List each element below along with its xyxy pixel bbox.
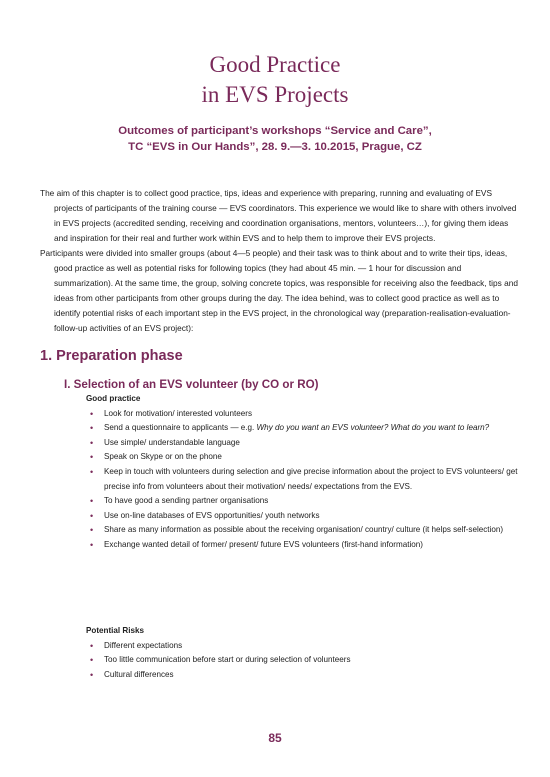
potential-risks-list xyxy=(86,639,518,683)
list-item-text: Share as many information as possible about the receiving organisation/ country/ culture (it helps self-selection) xyxy=(104,525,504,535)
list-item-text: Cultural differences xyxy=(104,669,174,679)
list-item xyxy=(86,538,518,553)
list-item-text: Different expectations xyxy=(104,640,183,650)
list-item-text: Too little communication before start or during selection of volunteers xyxy=(104,655,351,665)
bullet-dot-icon: • xyxy=(90,510,94,521)
list-item xyxy=(86,668,518,683)
subsection-heading: I. Selection of an EVS volunteer (by CO or RO) xyxy=(64,378,319,391)
list-item xyxy=(86,639,518,654)
list-item xyxy=(86,653,518,668)
bullet-dot-icon: • xyxy=(90,640,94,651)
intro-paragraph-2: Participants were divided into smaller groups (about 4—5 people) and their task was to think about and to write their tips, ideas, good practice as well as potential risks for following topics (they had about 45 min. — 1 hour for discussion and summarization). At the same time, the group, solving concrete topics, was responsible for receiving also the feedback, tips and ideas from other participants from other groups during the day. The idea behind, was to collect good practice as well as to identify potential risks of each important step in the EVS project, in the chronological way (preparation-realisation-evaluation-follow-up activities of an EVS project): xyxy=(40,248,518,333)
list-item-text: Speak on Skype or on the phone xyxy=(104,452,222,462)
bullet-dot-icon: • xyxy=(90,539,94,550)
page-subtitle xyxy=(0,123,550,155)
title-line-1: Good Practice xyxy=(209,52,341,77)
bullet-dot-icon: • xyxy=(90,525,94,536)
subtitle-line-1: Outcomes of participant’s workshops “Service and Care”, xyxy=(118,125,432,137)
bullet-dot-icon: • xyxy=(90,452,94,463)
bullet-dot-icon: • xyxy=(90,437,94,448)
list-item-text: Use simple/ understandable language xyxy=(104,437,240,447)
potential-risks-block xyxy=(86,624,518,682)
intro-text xyxy=(40,186,518,336)
bullet-dot-icon: • xyxy=(90,655,94,666)
page-number: 85 xyxy=(268,731,282,745)
list-item-text: Send a questionnaire to applicants — e.g. xyxy=(104,423,257,433)
list-item xyxy=(86,465,518,494)
good-practice-label: Good practice xyxy=(86,394,141,403)
list-item-text: Look for motivation/ interested volunteers xyxy=(104,408,253,418)
list-item xyxy=(86,407,518,422)
list-item-text: To have good a sending partner organisations xyxy=(104,496,269,506)
title-line-2: in EVS Projects xyxy=(201,82,349,107)
intro-paragraph-1: The aim of this chapter is to collect good practice, tips, ideas and experience with preparing, running and evaluating of EVS projects of participants of the training course — EVS coordinators. This experience we would like to share with others involved in EVS projects (accredited sending, receiving and coordination organisations, mentors, volunteers…), for giving them ideas and inspiration for their real and further work within EVS and to help them to improve their EVS projects. xyxy=(40,188,517,243)
bullet-dot-icon: • xyxy=(90,466,94,477)
section-heading: 1. Preparation phase xyxy=(40,348,183,364)
bullet-dot-icon: • xyxy=(90,669,94,680)
list-item xyxy=(86,450,518,465)
subtitle-line-2: TC “EVS in Our Hands”, 28. 9.—3. 10.2015, Prague, CZ xyxy=(128,141,422,153)
potential-risks-label: Potential Risks xyxy=(86,626,145,635)
list-item xyxy=(86,509,518,524)
list-item xyxy=(86,523,518,538)
bullet-dot-icon: • xyxy=(90,423,94,434)
list-item-text: Exchange wanted detail of former/ present/ future EVS volunteers (first-hand information) xyxy=(104,539,423,549)
good-practice-block xyxy=(86,392,518,553)
bullet-dot-icon: • xyxy=(90,408,94,419)
bullet-dot-icon: • xyxy=(90,496,94,507)
list-item xyxy=(86,421,518,436)
page-title xyxy=(0,50,550,110)
list-item-italic-text: Why do you want an EVS volunteer? What do you want to learn? xyxy=(256,423,490,433)
list-item-text: Keep in touch with volunteers during selection and give precise information about the project to EVS volunteers/ get precise info from volunteers about their motivation/ needs/ expectations from the EVS. xyxy=(104,466,518,491)
list-item xyxy=(86,494,518,509)
list-item xyxy=(86,436,518,451)
good-practice-list xyxy=(86,407,518,553)
list-item-text: Use on-line databases of EVS opportunities/ youth networks xyxy=(104,510,320,520)
